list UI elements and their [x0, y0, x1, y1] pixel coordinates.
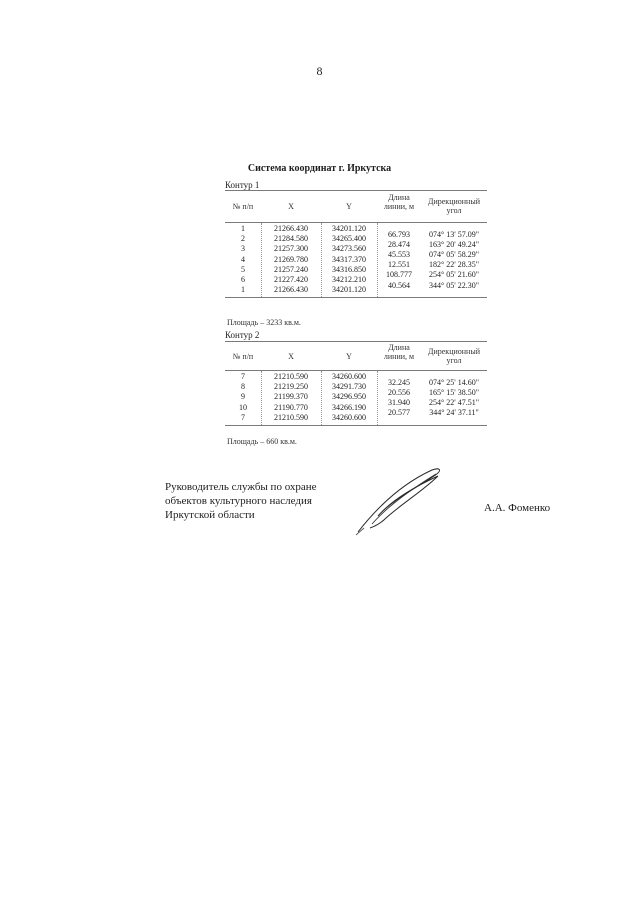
line-length: 66.793	[388, 229, 410, 239]
coord-y: 34260.600	[332, 412, 366, 422]
coord-x: 21210.590	[274, 412, 308, 422]
header-length: Длина линии, м	[383, 343, 415, 361]
point-number: 7	[241, 412, 245, 422]
direction-angle: 182° 22' 28.35"	[429, 260, 479, 270]
header-angle: Дирекционный угол	[428, 347, 480, 365]
direction-angle: 254° 05' 21.60"	[429, 270, 479, 280]
coord-y: 34291.730	[332, 382, 366, 392]
coord-y: 34316.850	[332, 264, 366, 274]
signer-position-line: объектов культурного наследия	[165, 495, 312, 507]
point-number: 2	[241, 234, 245, 244]
header-y: Y	[346, 202, 352, 211]
header-length: Длина линии, м	[383, 193, 415, 211]
coord-x: 21257.240	[274, 264, 308, 274]
point-number: 9	[241, 392, 245, 402]
coord-x: 21219.250	[274, 382, 308, 392]
header-num: № п/п	[232, 352, 254, 361]
coord-y: 34317.370	[332, 254, 366, 264]
contour-2-area: Площадь – 660 кв.м.	[227, 437, 297, 446]
direction-angle: 165° 15' 38.50"	[429, 387, 479, 397]
point-number: 4	[241, 254, 245, 264]
coord-y: 34296.950	[332, 392, 366, 402]
point-number: 5	[241, 264, 245, 274]
coord-x: 21266.430	[274, 224, 308, 233]
direction-angle: 074° 25' 14.60"	[429, 377, 479, 387]
page-number: 8	[316, 64, 323, 78]
line-length: 28.474	[388, 239, 410, 249]
point-number: 6	[241, 275, 245, 284]
line-length: 108.777	[386, 270, 412, 280]
contour-2-table	[225, 341, 487, 426]
direction-angle: 344° 24' 37.11"	[429, 408, 479, 418]
coord-x: 21284.580	[274, 234, 308, 244]
line-length: 20.577	[388, 408, 410, 418]
direction-angle: 163° 20' 49.24"	[429, 239, 479, 249]
direction-angle: 074° 05' 58.29"	[429, 250, 479, 259]
coord-x: 21199.370	[274, 392, 308, 402]
header-y: Y	[346, 352, 352, 361]
line-length: 45.553	[388, 250, 410, 259]
line-length: 32.245	[388, 377, 410, 387]
coord-y: 34212.210	[332, 275, 366, 284]
direction-angle: 344° 05' 22.30"	[429, 280, 479, 290]
signer-position-line: Руководитель службы по охране	[165, 481, 317, 493]
coord-x: 21266.430	[274, 285, 308, 295]
coord-y: 34273.560	[332, 244, 366, 254]
coord-x: 21257.300	[274, 244, 308, 254]
point-number: 1	[241, 285, 245, 295]
handwritten-signature	[352, 464, 452, 536]
point-number: 1	[241, 224, 245, 233]
direction-angle: 074° 13' 57.09"	[429, 229, 479, 239]
line-length: 20.556	[388, 387, 410, 397]
contour-2-label: Контур 2	[225, 330, 260, 340]
coord-x: 21210.590	[274, 372, 308, 381]
header-num: № п/п	[232, 202, 254, 211]
header-x: X	[288, 202, 294, 211]
point-number: 3	[241, 244, 245, 254]
contour-1-area: Площадь – 3233 кв.м.	[227, 318, 301, 327]
point-number: 8	[241, 382, 245, 392]
line-length: 40.564	[388, 280, 410, 290]
coord-x: 21269.780	[274, 254, 308, 264]
coord-y: 34266.190	[332, 402, 366, 412]
page-title: Система координат г. Иркутска	[247, 163, 392, 174]
coord-y: 34265.400	[332, 234, 366, 244]
point-number: 7	[241, 372, 245, 381]
line-length: 31.940	[388, 398, 410, 407]
header-angle: Дирекционный угол	[428, 197, 480, 215]
coord-x: 21190.770	[274, 402, 308, 412]
signer-name: А.А. Фоменко	[484, 502, 551, 514]
signer-position-line: Иркутской области	[165, 509, 255, 521]
contour-1-label: Контур 1	[225, 180, 260, 190]
coord-x: 21227.420	[274, 275, 308, 284]
point-number: 10	[239, 402, 247, 412]
signer-position	[165, 480, 345, 522]
contour-1-table	[225, 190, 487, 298]
line-length: 12.551	[388, 260, 410, 270]
coord-y: 34201.120	[332, 285, 366, 295]
header-x: X	[288, 352, 294, 361]
direction-angle: 254° 22' 47.51"	[429, 398, 479, 407]
coord-y: 34201.120	[332, 224, 366, 233]
coord-y: 34260.600	[332, 372, 366, 381]
